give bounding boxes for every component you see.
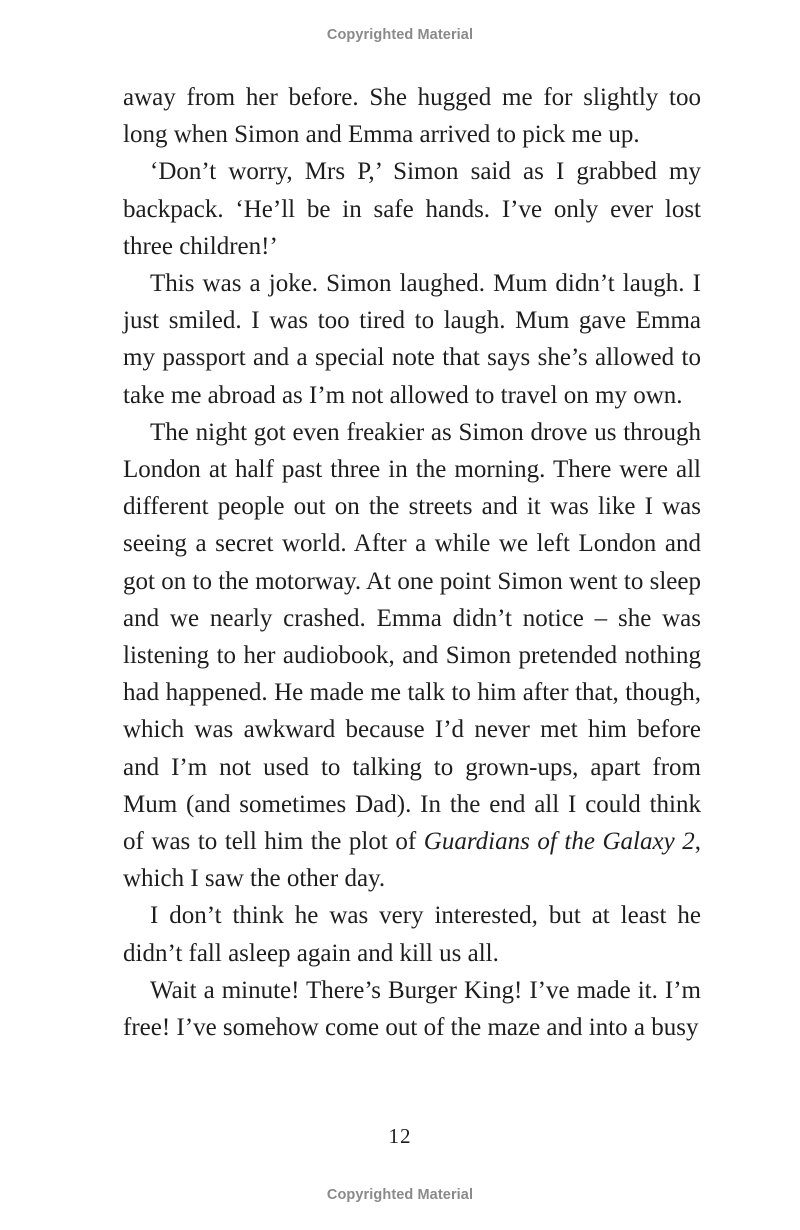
paragraph-3: This was a joke. Simon laughed. Mum didn’t laugh. I just smiled. I was too tired to laugh. Mum gave Emma my passport and a special note that says she’s allowed to take me abroad as I’m not allowed to travel on my own. [123, 270, 701, 409]
paragraph-6: Wait a minute! There’s Burger King! I’ve made it. I’m free! I’ve somehow come out of the maze and into a busy [123, 976, 701, 1042]
film-title: Guardians of the Galaxy 2 [423, 828, 695, 856]
paragraph-4-text-a: The night got even freakier as Simon drove us through London at half past three in the morning. There were all different people out on the streets and it was like I was seeing a secret world. After a while we left London and got on to the motorway. At one point Simon went to sleep and we nearly crashed. Emma didn’t notice – she was listening to her audiobook, and Simon pretended nothing had happened. He made me talk to him after that, though, which was awkward because I’d never met him before and I’m not used to talking to grown-ups, apart from Mum (and sometimes Dad). In the end all I could think of was to tell him the plot of [123, 418, 701, 856]
page-body-text [123, 79, 701, 1046]
paragraph-4 [123, 414, 701, 898]
copyright-watermark-bottom: Copyrighted Material [326, 1187, 474, 1203]
page-number: 12 [388, 1124, 412, 1148]
paragraph-2: ‘Don’t worry, Mrs P,’ Simon said as I grabbed my backpack. ‘He’ll be in safe hands. I’ve only ever lost three children!’ [123, 158, 701, 260]
copyright-watermark-top: Copyrighted Material [326, 27, 474, 43]
paragraph-1: away from her before. She hugged me for slightly too long when Simon and Emma arrived to pick me up. [123, 84, 701, 149]
paragraph-5: I don’t think he was very interested, but at least he didn’t fall asleep again and kill us all. [123, 902, 701, 967]
paragraph-4-text-b: , which I saw the other day. [123, 828, 701, 893]
